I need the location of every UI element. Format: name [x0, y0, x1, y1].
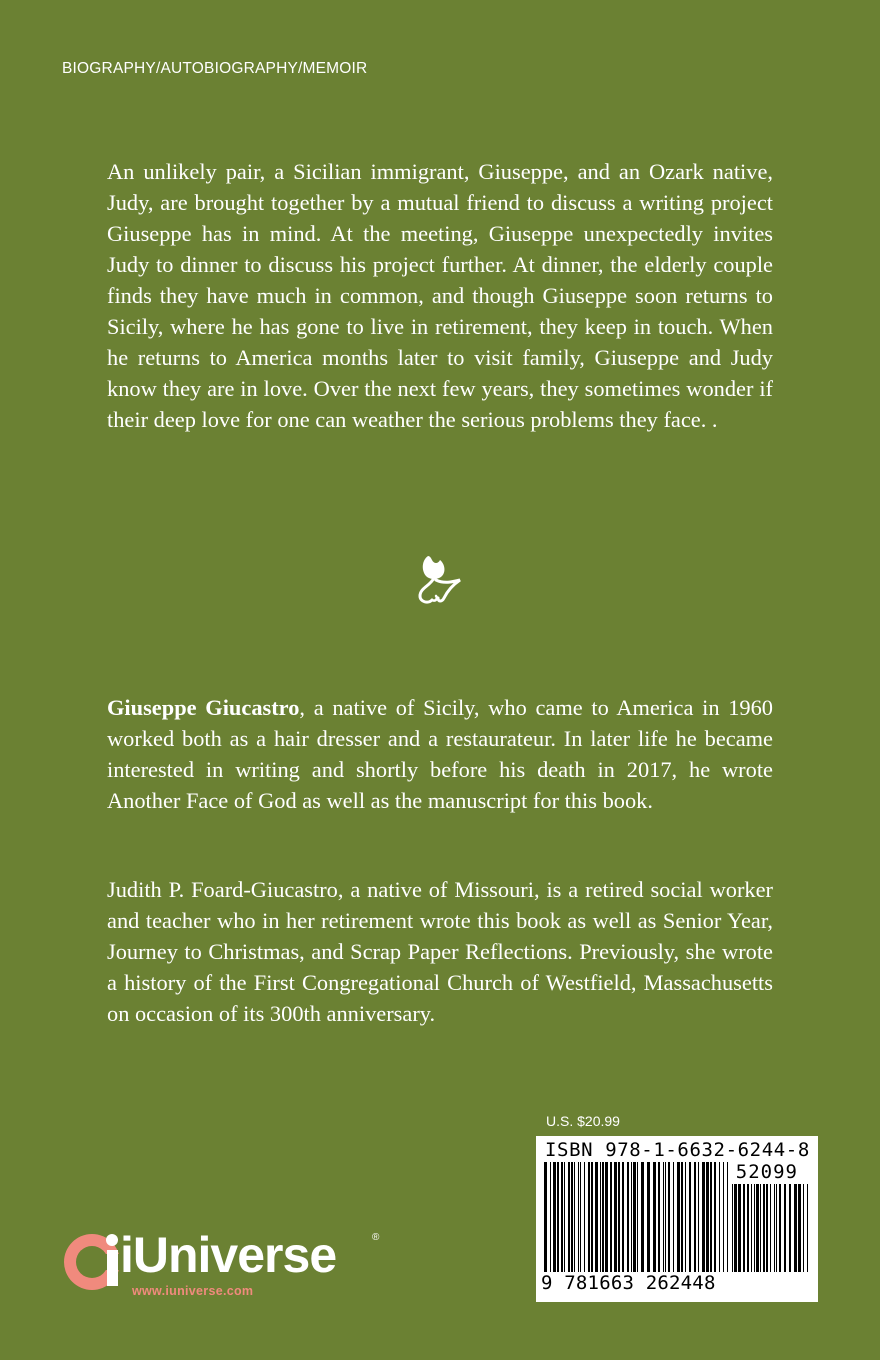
- barcode-bar: [614, 1162, 617, 1272]
- barcode-bar: [564, 1162, 565, 1272]
- barcode-bar: [774, 1184, 775, 1272]
- iuniverse-mark-icon: [60, 1228, 126, 1294]
- barcode-bar: [789, 1184, 791, 1272]
- barcode-bar: [633, 1162, 636, 1272]
- publisher-name: iUniverse: [120, 1227, 337, 1283]
- barcode-bar: [588, 1162, 590, 1272]
- ean-digits: 9 781663 262448: [541, 1272, 716, 1294]
- barcode-bar: [734, 1184, 737, 1272]
- barcode-bar: [807, 1184, 808, 1272]
- barcode-bar: [754, 1184, 755, 1272]
- barcode-bar: [689, 1162, 691, 1272]
- barcode-bar: [631, 1162, 632, 1272]
- publisher-logo: [60, 1228, 390, 1308]
- barcode-bar: [641, 1162, 644, 1272]
- barcode-bar: [702, 1162, 705, 1272]
- barcode-bar: [681, 1162, 683, 1272]
- barcode-bar: [784, 1184, 786, 1272]
- barcode-bar: [803, 1184, 804, 1272]
- barcode-bar: [766, 1184, 768, 1272]
- barcode-bar: [571, 1162, 573, 1272]
- price-code: 52099: [735, 1161, 798, 1183]
- barcode-bar: [580, 1162, 581, 1272]
- barcode-bar: [663, 1162, 664, 1272]
- barcode-bar: [637, 1162, 638, 1272]
- barcode-bar: [647, 1162, 650, 1272]
- barcode-bar: [553, 1162, 556, 1272]
- author-bio-judith: Judith P. Foard-Giucastro, a native of Missouri, is a retired social worker and teacher who in her retirement wrote this book as well as Senior Year, Journey to Christmas, and Scrap Paper Reflections. Previously, she wrote a history of the First Congregational Church of Westfield, Massachusetts on occasion of its 300th anniversary.: [107, 877, 773, 1026]
- author-name: Giuseppe Giucastro: [107, 695, 300, 720]
- barcode-bar: [743, 1184, 745, 1272]
- barcode-bar: [685, 1162, 686, 1272]
- barcode-bar: [776, 1184, 777, 1272]
- barcode-bar: [673, 1162, 674, 1272]
- barcode-bar: [694, 1162, 696, 1272]
- barcode-bar: [710, 1162, 712, 1272]
- barcode-bar: [561, 1162, 563, 1272]
- floral-ornament-icon: [408, 550, 468, 612]
- barcode-bar: [600, 1162, 601, 1272]
- barcode-bar: [584, 1162, 585, 1272]
- barcode-bar: [668, 1162, 670, 1272]
- ean-barcode-bars: [544, 1162, 728, 1272]
- author-bio-giuseppe: [107, 692, 773, 816]
- barcode-bar: [550, 1162, 551, 1272]
- barcode-bar: [751, 1184, 752, 1272]
- barcode-bar: [714, 1162, 716, 1272]
- barcode-bar: [627, 1162, 629, 1272]
- barcode-bar: [677, 1162, 680, 1272]
- barcode-bar: [574, 1162, 575, 1272]
- barcode-bar: [738, 1184, 741, 1272]
- barcode-bar: [568, 1162, 570, 1272]
- barcode-bar: [665, 1162, 666, 1272]
- barcode-bar: [698, 1162, 699, 1272]
- genre-category: BIOGRAPHY/AUTOBIOGRAPHY/MEMOIR: [62, 60, 368, 77]
- barcode-bar: [706, 1162, 709, 1272]
- price-label: U.S. $20.99: [546, 1113, 620, 1129]
- isbn-number: ISBN 978-1-6632-6244-8: [545, 1139, 810, 1161]
- barcode-bar: [763, 1184, 765, 1272]
- registered-mark: ®: [372, 1232, 380, 1243]
- barcode-bar: [544, 1162, 547, 1272]
- barcode-bar: [610, 1162, 612, 1272]
- barcode-bar: [719, 1162, 720, 1272]
- barcode-bar: [653, 1162, 656, 1272]
- barcode-bar: [658, 1162, 660, 1272]
- barcode-bar: [756, 1184, 759, 1272]
- publisher-url: www.iuniverse.com: [132, 1284, 254, 1298]
- barcode-bar: [727, 1162, 728, 1272]
- barcode-bar: [779, 1184, 781, 1272]
- barcode-bar: [760, 1184, 761, 1272]
- barcode-bar: [591, 1162, 593, 1272]
- barcode-bar: [732, 1184, 733, 1272]
- barcode-bar: [622, 1162, 624, 1272]
- addon-barcode-bars: [732, 1184, 812, 1272]
- barcode-bar: [618, 1162, 620, 1272]
- barcode-bar: [770, 1184, 771, 1272]
- author-bio-text: , a native of Sicily, who came to America in 1960 worked both as a hair dresser and a restaurateur. In later life he became interested in writing and shortly before his death in 2017, he wrote Another Face of God as well as the manuscript for this book.: [107, 695, 773, 813]
- barcode-bar: [605, 1162, 608, 1272]
- barcode-bar: [747, 1184, 749, 1272]
- synopsis-text: An unlikely pair, a Sicilian immigrant, Giuseppe, and an Ozark native, Judy, are brought together by a mutual friend to discuss a writing project Giuseppe has in mind. At the meeting, Giuseppe unexpectedly invites Judy to dinner to discuss his project further. At dinner, the elderly couple finds they have much in common, and though Giuseppe soon returns to Sicily, where he has gone to live in retirement, they keep in touch. When he returns to America months later to visit family, Giuseppe and Judy know they are in love. Over the next few years, they sometimes wonder if their deep love for one can weather the serious problems they face. .: [107, 159, 773, 432]
- barcode-bar: [578, 1162, 579, 1272]
- barcode-bar: [798, 1184, 801, 1272]
- barcode-bar: [602, 1162, 604, 1272]
- barcode-bar: [557, 1162, 559, 1272]
- isbn-barcode: [536, 1136, 818, 1302]
- barcode-bar: [723, 1162, 724, 1272]
- barcode-bar: [595, 1162, 598, 1272]
- barcode-bar: [794, 1184, 797, 1272]
